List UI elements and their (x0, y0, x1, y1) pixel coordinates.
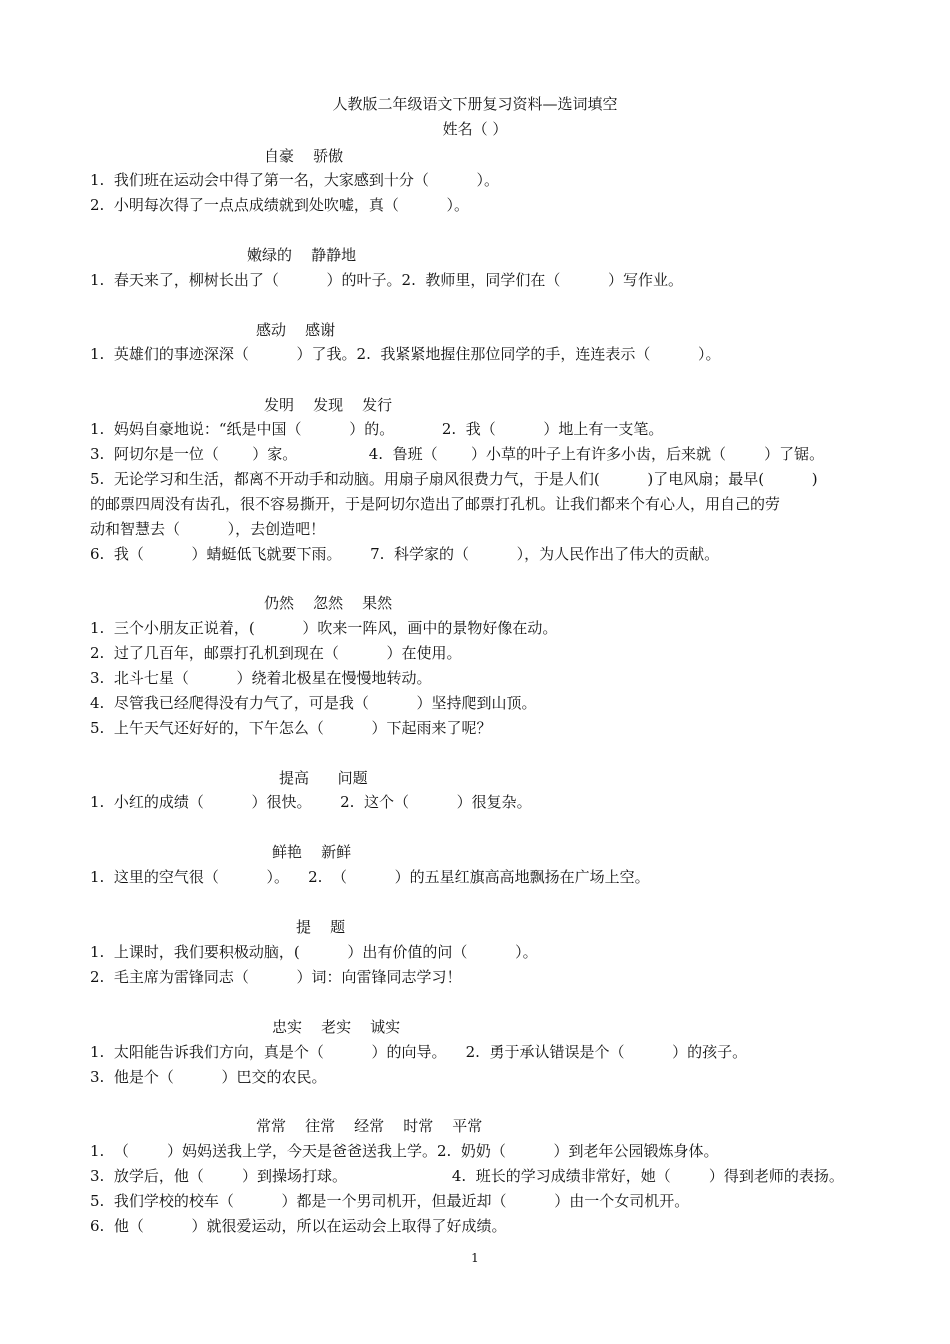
word-options: 忠实 老实 诚实 (272, 1018, 401, 1036)
exercise-line: 动和智慧去（ ），去创造吧！ (90, 520, 326, 538)
exercise-line: 5. 我们学校的校车（ ）都是一个男司机开，但最近却（ ）由一个女司机开。 (90, 1192, 690, 1210)
exercise-line: 2. 小明每次得了一点点成绩就到处吹嘘，真（ ）。 (90, 196, 470, 214)
word-options: 嫩绿的 静静地 (247, 246, 357, 264)
exercise-line: 3. 他是个（ ）巴交的农民。 (90, 1068, 327, 1086)
exercise-line: 的邮票四周没有齿孔，很不容易撕开，于是阿切尔造出了邮票打孔机。让我们都来个有心人，用自己的劳 (90, 495, 781, 513)
word-options: 自豪 骄傲 (264, 147, 344, 165)
exercise-line: 3. 北斗七星（ ）绕着北极星在慢慢地转动。 (90, 669, 432, 687)
exercise-line: 1. （ ）妈妈送我上学，今天是爸爸送我上学。2. 奶奶（ ）到老年公园锻炼身体。 (90, 1142, 719, 1160)
exercise-line: 1. 太阳能告诉我们方向，真是个（ ）的向导。 2. 勇于承认错误是个（ ）的孩子。 (90, 1043, 748, 1061)
word-options: 感动 感谢 (256, 321, 336, 339)
exercise-line: 3. 放学后，他（ ）到操场打球。 4. 班长的学习成绩非常好，她（ ）得到老师的表扬。 (90, 1167, 844, 1185)
word-options: 常常 往常 经常 时常 平常 (256, 1117, 483, 1135)
exercise-line: 1. 小红的成绩（ ）很快。 2. 这个（ ）很复杂。 (90, 793, 532, 811)
exercise-line: 6. 他（ ）就很爱运动，所以在运动会上取得了好成绩。 (90, 1217, 507, 1235)
exercise-line: 6. 我（ ）蜻蜓低飞就要下雨。 7. 科学家的（ ），为人民作出了伟大的贡献。 (90, 545, 720, 563)
name-field-line: 姓名（ ） (442, 120, 508, 138)
page-number: 1 (471, 1251, 479, 1265)
word-options: 发明 发现 发行 (264, 396, 393, 414)
word-options: 仍然 忽然 果然 (264, 594, 393, 612)
exercise-line: 1. 我们班在运动会中得了第一名，大家感到十分（ ）。 (90, 171, 500, 189)
word-options: 鲜艳 新鲜 (272, 843, 352, 861)
exercise-line: 2. 过了几百年，邮票打孔机到现在（ ）在使用。 (90, 644, 462, 662)
exercise-line: 4. 尽管我已经爬得没有力气了，可是我（ ）坚持爬到山顶。 (90, 694, 537, 712)
exercise-line: 1. 妈妈自豪地说：“纸是中国（ ）的。 2. 我（ ）地上有一支笔。 (90, 420, 664, 438)
exercise-line: 3. 阿切尔是一位（ ）家。 4. 鲁班（ ）小草的叶子上有许多小齿，后来就（ ）了锯。 (90, 445, 825, 463)
exercise-line: 1. 三个小朋友正说着，( ）吹来一阵风，画中的景物好像在动。 (90, 619, 558, 637)
exercise-line: 1. 春天来了，柳树长出了（ ）的叶子。2. 教师里，同学们在（ ）写作业。 (90, 271, 684, 289)
exercise-line: 5. 上午天气还好好的，下午怎么（ ）下起雨来了呢？ (90, 719, 492, 737)
exercise-line: 1. 这里的空气很（ ）。 2. （ ）的五星红旗高高地飘扬在广场上空。 (90, 868, 650, 886)
exercise-line: 1. 英雄们的事迹深深（ ）了我。2. 我紧紧地握住那位同学的手，连连表示（ ）。 (90, 345, 721, 363)
exercise-line: 2. 毛主席为雷锋同志（ ）词：向雷锋同志学习！ (90, 968, 462, 986)
exercise-line: 5. 无论学习和生活，都离不开动手和动脑。用扇子扇风很费力气，于是人们( )了电风扇；最早( ) (90, 470, 818, 488)
exercise-line: 1. 上课时，我们要积极动脑，( ）出有价值的问（ ）。 (90, 943, 538, 961)
page-title: 人教版二年级语文下册复习资料—选词填空 (332, 95, 618, 113)
word-options: 提 题 (296, 918, 346, 936)
word-options: 提高 问题 (279, 769, 368, 787)
